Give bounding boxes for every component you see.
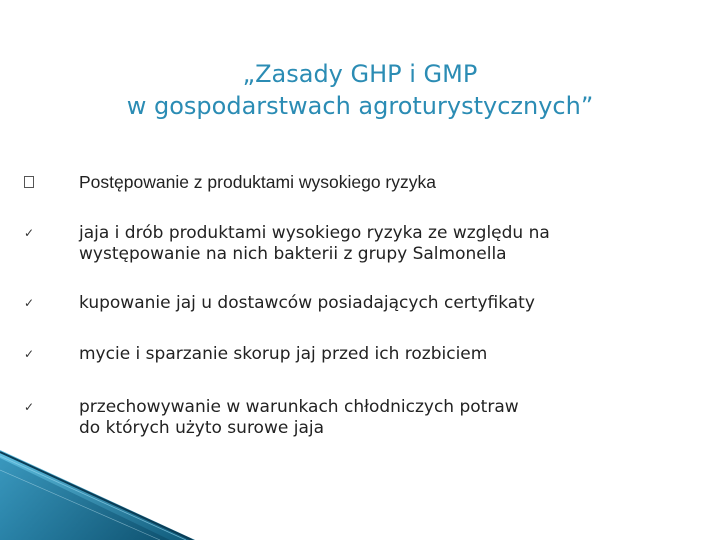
list-item <box>23 344 679 365</box>
list-item-line: kupowanie jaj u dostawców posiadających certyfikaty <box>79 293 535 313</box>
square-bullet-icon <box>19 172 39 193</box>
list-item-heading <box>79 172 679 193</box>
list-item-line: do których użyto surowe jaja <box>79 418 325 438</box>
list-item-line: mycie i sparzanie skorup jaj przed ich rozbiciem <box>79 344 488 364</box>
list-item <box>23 223 679 265</box>
list-item <box>23 293 679 314</box>
checkmark-bullet-icon: ✓ <box>23 347 35 361</box>
title-line-2: w gospodarstwach agroturystycznych” <box>126 92 594 120</box>
corner-decoration <box>0 450 200 540</box>
checkmark-bullet-icon: ✓ <box>23 226 35 240</box>
list-item-line: jaja i drób produktami wysokiego ryzyka ze względu na <box>79 223 550 243</box>
title-line-1: „Zasady GHP i GMP <box>242 60 478 88</box>
heading-text: Postępowanie z produktami wysokiego ryzyka <box>79 172 436 192</box>
list-item-line: przechowywanie w warunkach chłodniczych potraw <box>79 397 519 417</box>
list-item <box>23 397 679 439</box>
checkmark-bullet-icon: ✓ <box>23 400 35 414</box>
list-item-line: występowanie na nich bakterii z grupy Salmonella <box>79 244 507 264</box>
checkmark-bullet-icon: ✓ <box>23 296 35 310</box>
